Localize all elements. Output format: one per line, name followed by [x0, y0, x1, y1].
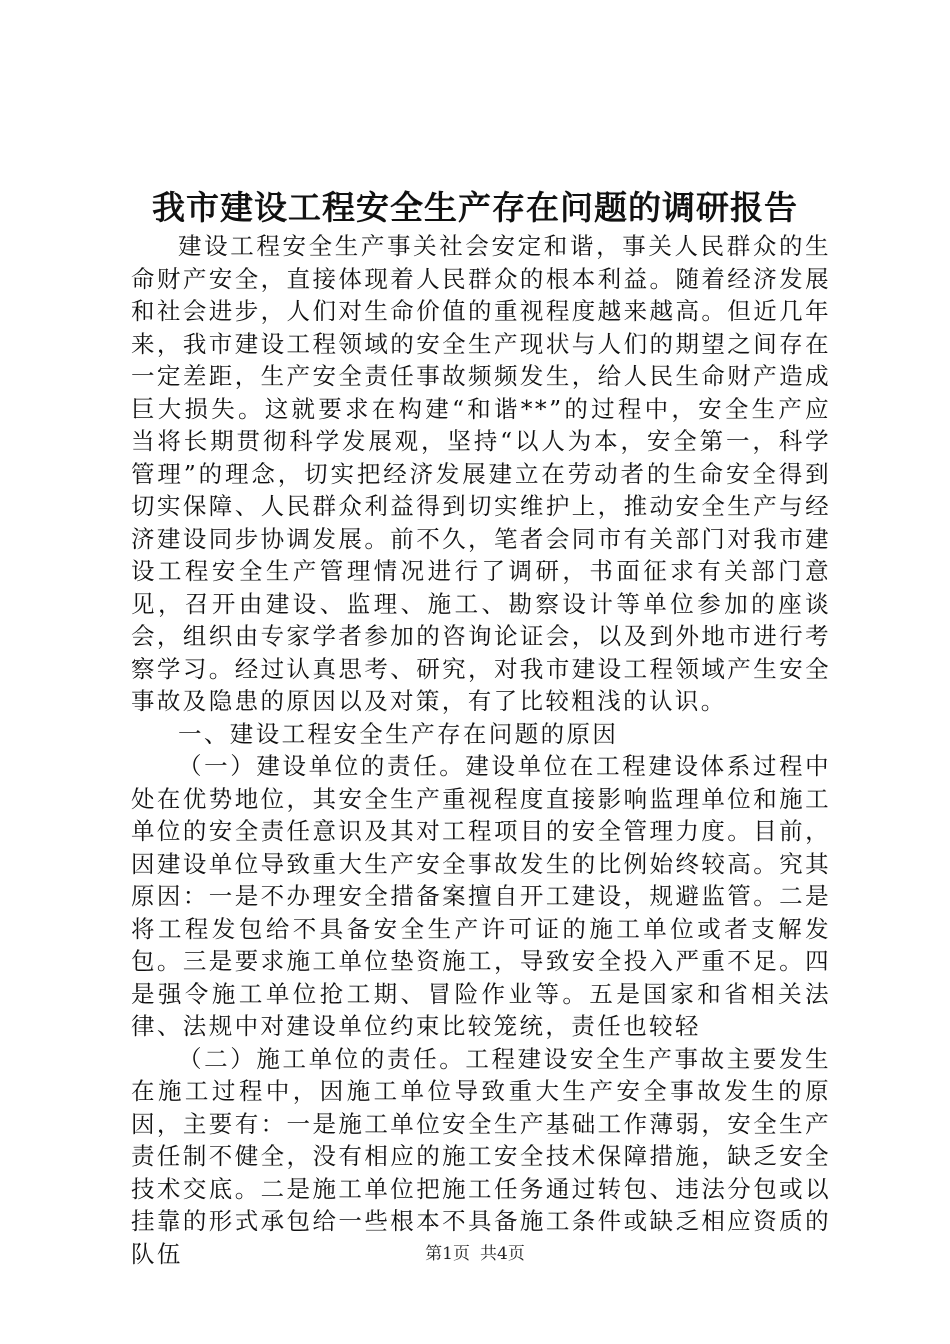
- document-body: [131, 230, 831, 1270]
- subsection-paragraph-2: （二）施工单位的责任。工程建设安全生产事故主要发生在施工过程中，因施工单位导致重大生产安全事故发生的原因，主要有：一是施工单位安全生产基础工作薄弱，安全生产责任制不健全，没有相应的施工安全技术保障措施，缺乏安全技术交底。二是施工单位把施工任务通过转包、违法分包或以挂靠的形式承包给一些根本不具备施工条件或缺乏相应资质的队伍: [131, 1044, 831, 1268]
- page-count: 共4页: [480, 1244, 525, 1264]
- subsection-paragraph-1: （一）建设单位的责任。建设单位在工程建设体系过程中处在优势地位，其安全生产重视程度直接影响监理单位和施工单位的安全责任意识及其对工程项目的安全管理力度。目前，因建设单位导致重大生产安全事故发生的比例始终较高。究其原因：一是不办理安全措备案擅自开工建设，规避监管。二是将工程发包给不具备安全生产许可证的施工单位或者支解发包。三是要求施工单位垫资施工，导致安全投入严重不足。四是强令施工单位抢工期、冒险作业等。五是国家和省相关法律、法规中对建设单位约束比较笼统，责任也较轻: [131, 752, 831, 1040]
- page-footer: [0, 1242, 950, 1266]
- document-title: 我市建设工程安全生产存在问题的调研报告: [152, 188, 798, 227]
- page-number: 第1页: [425, 1244, 470, 1264]
- section-heading: 一、建设工程安全生产存在问题的原因: [178, 719, 619, 748]
- intro-paragraph: 建设工程安全生产事关社会安定和谐，事关人民群众的生命财产安全，直接体现着人民群众的根本利益。随着经济发展和社会进步，人们对生命价值的重视程度越来越高。但近几年来，我市建设工程领域的安全生产现状与人们的期望之间存在一定差距，生产安全责任事故频频发生，给人民生命财产造成巨大损失。这就要求在构建“和谐**”的过程中，安全生产应当将长期贯彻科学发展观，坚持“以人为本，安全第一，科学管理”的理念，切实把经济发展建立在劳动者的生命安全得到切实保障、人民群众利益得到切实维护上，推动安全生产与经济建设同步协调发展。前不久，笔者会同市有关部门对我市建设工程安全生产管理情况进行了调研，书面征求有关部门意见，召开由建设、监理、施工、勘察设计等单位参加的座谈会，组织由专家学者参加的咨询论证会，以及到外地市进行考察学习。经过认真思考、研究，对我市建设工程领域产生安全事故及隐患的原因以及对策，有了比较粗浅的认识。: [131, 232, 831, 715]
